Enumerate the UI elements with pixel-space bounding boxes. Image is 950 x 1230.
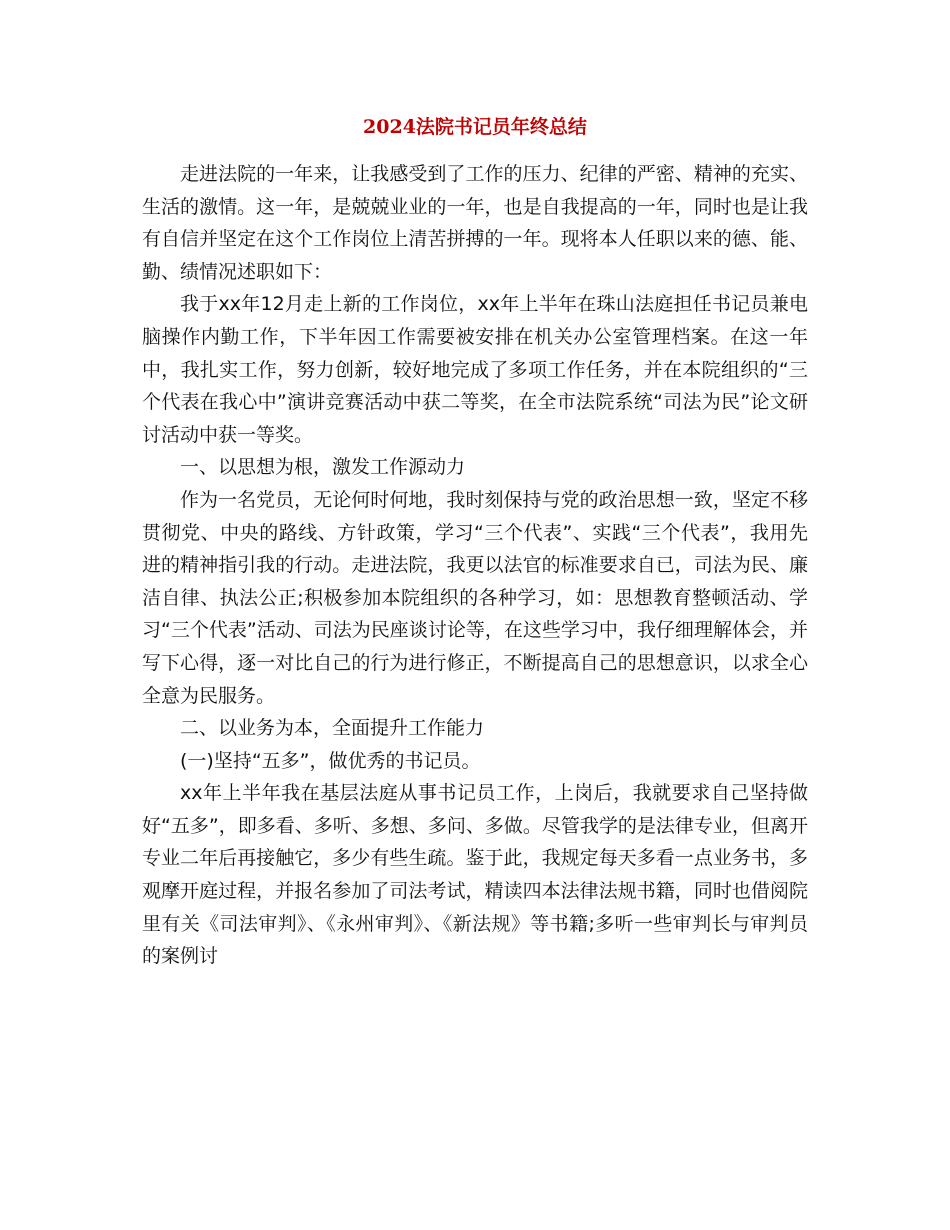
paragraph-five-more: xx年上半年我在基层法庭从事书记员工作，上岗后，我就要求自己坚持做好“五多”，即多看、多听、多想、多问、多做。尽管我学的是法律专业，但离开专业二年后再接触它，多少有些生疏。鉴于此，我规定每天多看一点业务书，多观摩开庭过程，并报名参加了司法考试，精读四本法律法规书籍，同时也借阅院里有关《司法审判》、《永州审判》、《新法规》等书籍;多听一些审判长与审判员的案例讨: [142, 782, 808, 968]
paragraph-background: 我于xx年12月走上新的工作岗位，xx年上半年在珠山法庭担任书记员兼电脑操作内勤工作，下半年因工作需要被安排在机关办公室管理档案。在这一年中，我扎实工作，努力创新，较好地完成了多项工作任务，并在本院组织的“三个代表在我心中”演讲竞赛活动中获二等奖，在全市法院系统“司法为民”论文研讨活动中获一等奖。: [142, 293, 808, 446]
section-heading-1: 一、以思想为根，激发工作源动力: [180, 456, 466, 479]
paragraph-ideology: 作为一名党员，无论何时何地，我时刻保持与党的政治思想一致，坚定不移贯彻党、中央的路线、方针政策，学习“三个代表”、实践“三个代表”，我用先进的精神指引我的行动。走进法院，我更以法官的标准要求自已，司法为民、廉洁自律、执法公正;积极参加本院组织的各种学习，如：思想教育整顿活动、学习“三个代表”活动、司法为民座谈讨论等，在这些学习中，我仔细理解体会，并写下心得，逐一对比自己的行为进行修正，不断提高自己的思想意识，以求全心全意为民服务。: [142, 488, 808, 707]
document-title: 2024法院书记员年终总结: [363, 116, 587, 138]
section-heading-2: 二、以业务为本，全面提升工作能力: [180, 717, 485, 740]
subsection-heading-1: (一)坚持“五多”，做优秀的书记员。: [180, 749, 481, 772]
paragraph-intro: 走进法院的一年来，让我感受到了工作的压力、纪律的严密、精神的充实、生活的激情。这一年，是兢兢业业的一年，也是自我提高的一年，同时也是让我有自信并坚定在这个工作岗位上清苦拼搏的一年。现将本人任职以来的德、能、勤、绩情况述职如下：: [142, 163, 808, 283]
document-body: [142, 158, 808, 973]
